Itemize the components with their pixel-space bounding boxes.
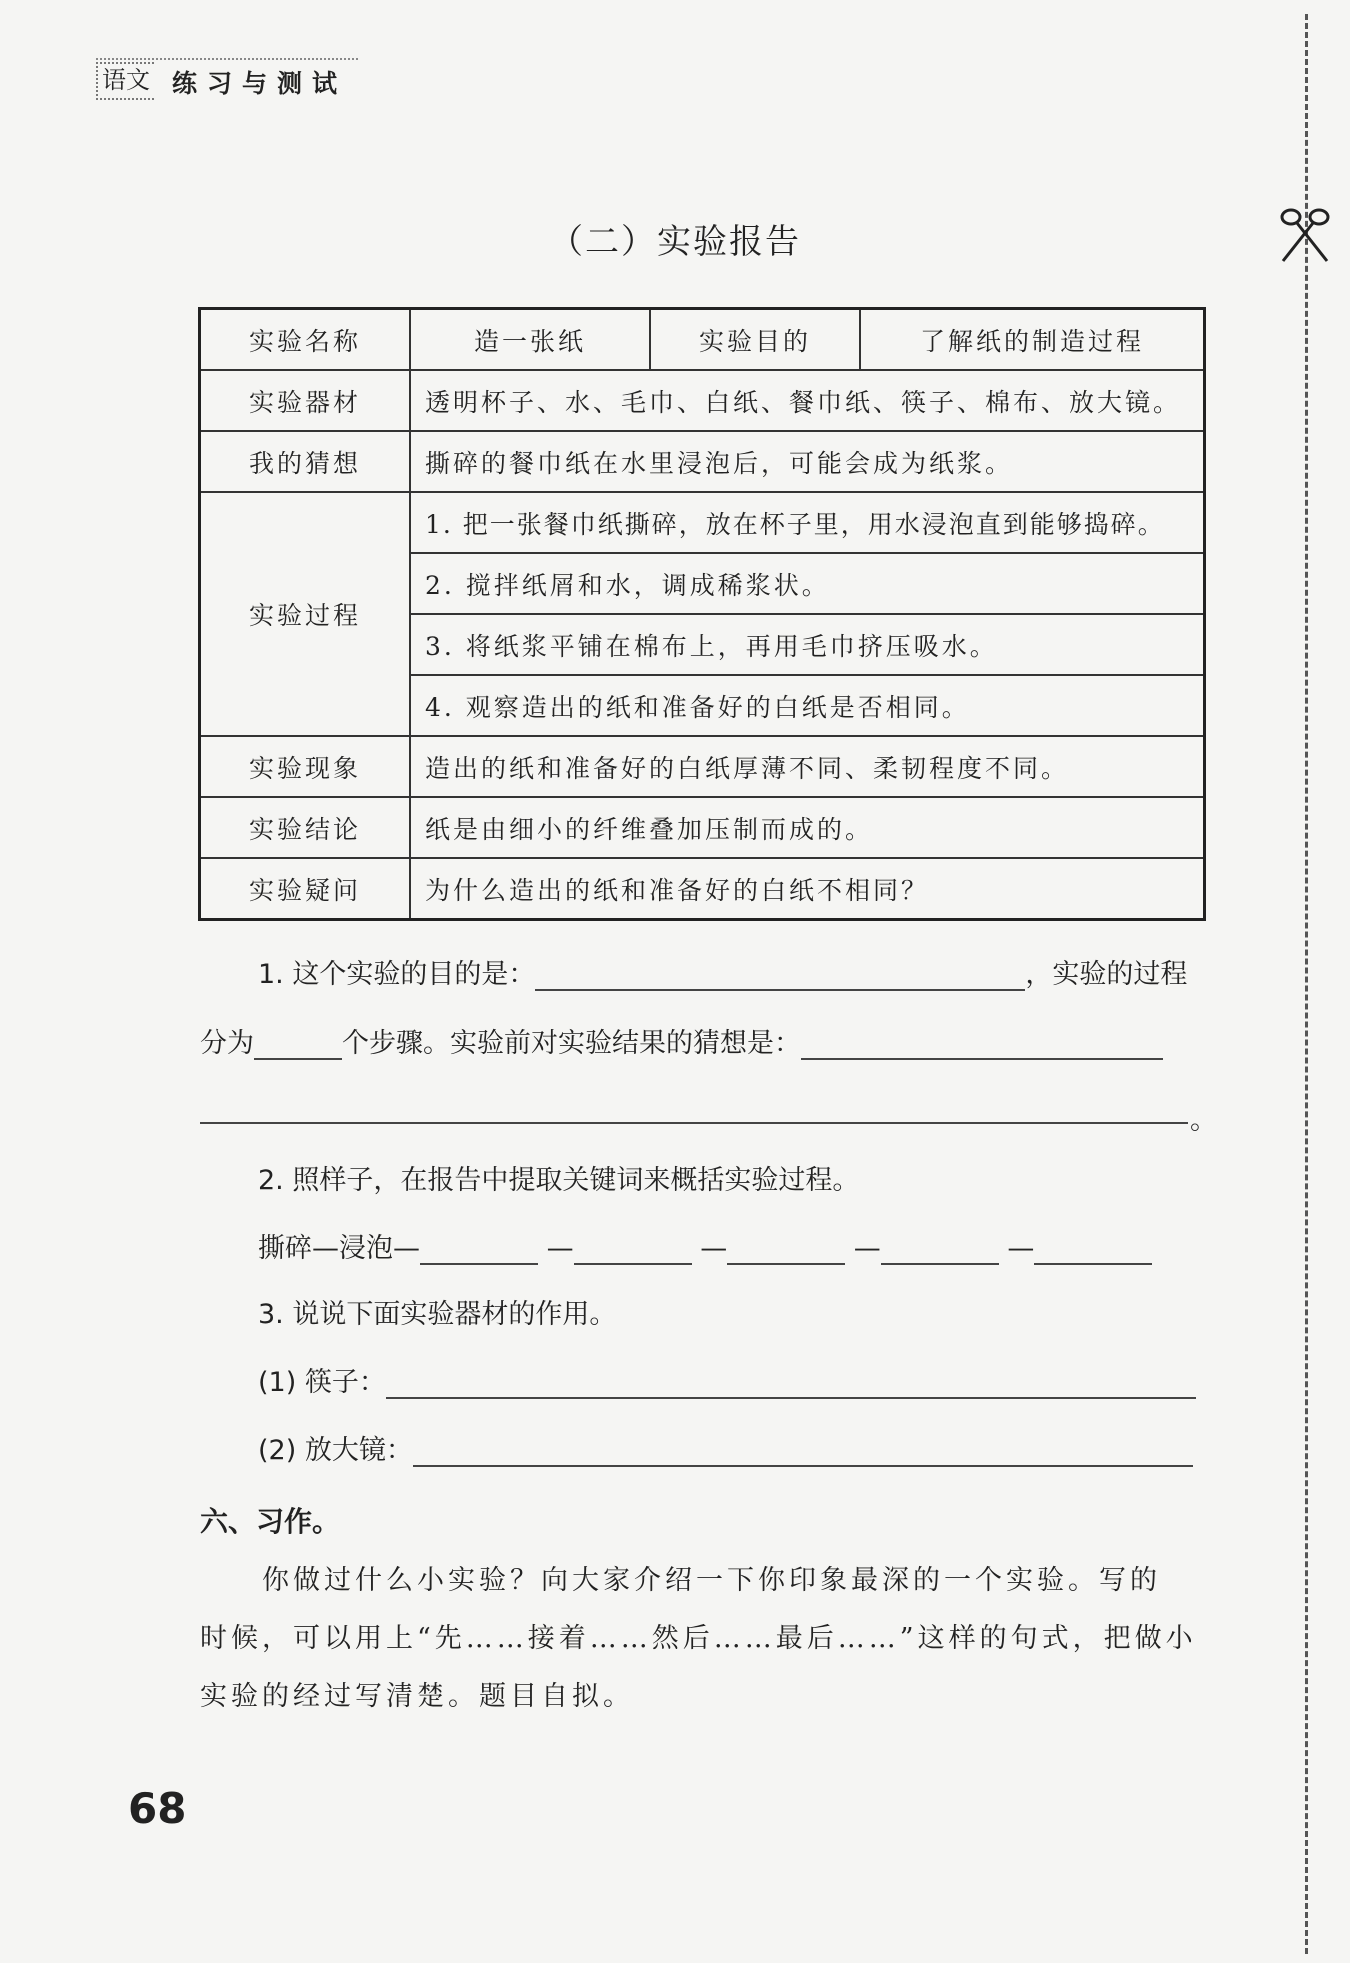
q1-end-mark: 。 xyxy=(1190,1105,1217,1136)
purpose-label: 实验目的 xyxy=(650,309,860,371)
q2-dash: — xyxy=(700,1233,728,1264)
question-3-item-2 xyxy=(258,1428,1193,1467)
table-row xyxy=(200,797,1205,858)
q2-dash: — xyxy=(1007,1233,1035,1264)
q2-example: 撕碎—浸泡— xyxy=(258,1233,420,1264)
cut-line xyxy=(1305,14,1308,1954)
q3-magnifier-blank[interactable] xyxy=(413,1435,1193,1467)
question-3: 3. 说说下面实验器材的作用。 xyxy=(258,1299,617,1330)
question-2-chain xyxy=(258,1226,1152,1265)
q3-item-2-label: (2) 放大镜： xyxy=(258,1435,413,1466)
q1-steps-blank[interactable] xyxy=(254,1028,342,1060)
q3-item-1-label: (1) 筷子： xyxy=(258,1367,386,1398)
q2-blank-2[interactable] xyxy=(574,1233,692,1265)
guess-value: 撕碎的餐巾纸在水里浸泡后，可能会成为纸浆。 xyxy=(410,431,1205,492)
process-step-3: 3. 将纸浆平铺在棉布上，再用毛巾挤压吸水。 xyxy=(410,614,1205,675)
subject-label: 语文 xyxy=(96,62,154,100)
process-step-1: 1. 把一张餐巾纸撕碎，放在杯子里，用水浸泡直到能够捣碎。 xyxy=(410,492,1205,553)
guess-label: 我的猜想 xyxy=(200,431,411,492)
q2-blank-3[interactable] xyxy=(727,1233,845,1265)
table-row xyxy=(200,736,1205,797)
phenomenon-label: 实验现象 xyxy=(200,736,411,797)
question-1 xyxy=(258,952,1187,991)
page-header xyxy=(96,58,347,100)
experiment-report-table xyxy=(198,307,1206,921)
q2-dash: — xyxy=(546,1233,574,1264)
materials-label: 实验器材 xyxy=(200,370,411,431)
process-step-2: 2. 搅拌纸屑和水，调成稀浆状。 xyxy=(410,553,1205,614)
q2-blank-1[interactable] xyxy=(420,1233,538,1265)
question-3-item-1 xyxy=(258,1360,1196,1399)
book-title: 练习与测试 xyxy=(172,69,348,98)
process-step-4: 4. 观察造出的纸和准备好的白纸是否相同。 xyxy=(410,675,1205,736)
name-value: 造一张纸 xyxy=(410,309,650,371)
purpose-value: 了解纸的制造过程 xyxy=(860,309,1205,371)
section-title: （二）实验报告 xyxy=(549,222,801,262)
question-value: 为什么造出的纸和准备好的白纸不相同？ xyxy=(410,858,1205,920)
table-row xyxy=(200,431,1205,492)
phenomenon-value: 造出的纸和准备好的白纸厚薄不同、柔韧程度不同。 xyxy=(410,736,1205,797)
q1-purpose-blank[interactable] xyxy=(535,959,1025,991)
q1-text-a: 1. 这个实验的目的是： xyxy=(258,959,536,990)
q2-blank-4[interactable] xyxy=(881,1233,999,1265)
writing-prompt-line-3: 实验的经过写清楚。题目自拟。 xyxy=(200,1681,634,1712)
process-label: 实验过程 xyxy=(200,492,411,736)
q3-chopsticks-blank[interactable] xyxy=(386,1367,1196,1399)
table-row xyxy=(200,309,1205,371)
question-1-line-2 xyxy=(200,1021,1163,1060)
q1-text-d: 个步骤。实验前对实验结果的猜想是： xyxy=(342,1028,801,1059)
writing-prompt-line-1: 你做过什么小实验？向大家介绍一下你印象最深的一个实验。写的 xyxy=(262,1565,1161,1596)
table-row xyxy=(200,492,1205,553)
table-row xyxy=(200,370,1205,431)
writing-prompt-line-2: 时候，可以用上“先……接着……然后……最后……”这样的句式，把做小 xyxy=(200,1623,1197,1654)
q2-blank-5[interactable] xyxy=(1034,1233,1152,1265)
question-label: 实验疑问 xyxy=(200,858,411,920)
q1-text-b: ，实验的过程 xyxy=(1025,959,1188,990)
q2-dash: — xyxy=(853,1233,881,1264)
name-label: 实验名称 xyxy=(200,309,411,371)
conclusion-label: 实验结论 xyxy=(200,797,411,858)
q1-text-c: 分为 xyxy=(200,1028,254,1059)
page-number: 68 xyxy=(128,1784,187,1833)
q1-guess-blank[interactable] xyxy=(801,1028,1163,1060)
q1-guess-blank-line-2[interactable] xyxy=(200,1122,1188,1124)
table-row xyxy=(200,858,1205,920)
conclusion-value: 纸是由细小的纤维叠加压制而成的。 xyxy=(410,797,1205,858)
materials-value: 透明杯子、水、毛巾、白纸、餐巾纸、筷子、棉布、放大镜。 xyxy=(410,370,1205,431)
question-2: 2. 照样子，在报告中提取关键词来概括实验过程。 xyxy=(258,1165,860,1196)
writing-heading: 六、习作。 xyxy=(200,1505,341,1538)
